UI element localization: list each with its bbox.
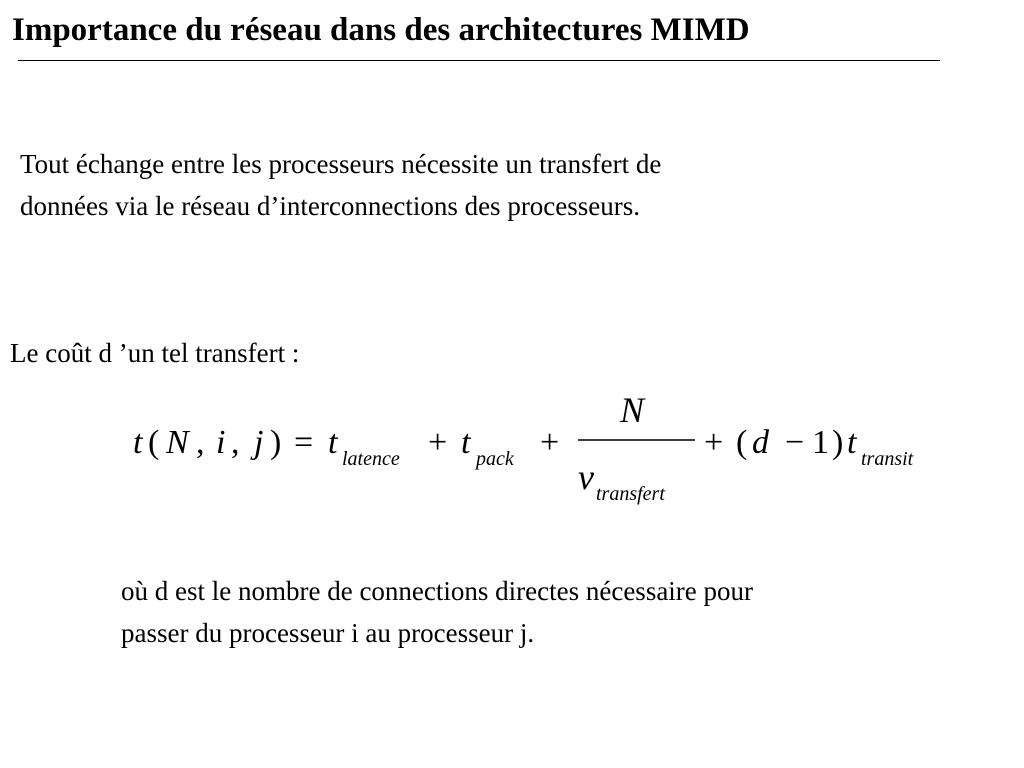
formula-sub-latence: latence	[342, 448, 400, 470]
formula-t-transit: t	[847, 424, 857, 461]
formula-equals: =	[294, 424, 314, 461]
explanation-line-1: où d est le nombre de connections directes nécessaire pour	[121, 576, 754, 606]
formula-plus-3: +	[704, 424, 724, 461]
cost-label: Le coût d ’un tel transfert :	[10, 338, 300, 368]
formula-minus: −	[785, 424, 805, 461]
formula-t: t	[133, 424, 143, 461]
formula-plus-2: +	[540, 424, 560, 461]
formula-one: 1	[812, 424, 829, 461]
formula-comma-1: ,	[196, 424, 205, 461]
slide-title: Importance du réseau dans des architectures MIMD	[12, 12, 750, 48]
formula-sub-transfert: transfert	[596, 483, 665, 505]
transfer-cost-formula	[0, 388, 1024, 518]
formula-N: N	[166, 424, 189, 461]
explanation-paragraph	[121, 570, 753, 654]
formula-comma-2: ,	[231, 424, 240, 461]
formula-open-paren-2: (	[736, 424, 748, 461]
formula-t-pack: t	[461, 424, 471, 461]
formula-numerator-N: N	[620, 390, 645, 430]
intro-paragraph	[20, 143, 661, 227]
formula-d: d	[752, 424, 769, 461]
formula-close-paren-2: )	[832, 424, 844, 461]
formula-i: i	[216, 424, 226, 461]
formula-sub-transit: transit	[861, 448, 914, 470]
formula-open-paren: (	[148, 424, 160, 461]
formula-close-paren: )	[270, 424, 282, 461]
formula-svg	[0, 388, 1024, 518]
title-underline	[18, 60, 940, 61]
formula-sub-pack: pack	[476, 448, 514, 470]
intro-line-2: données via le réseau d’interconnections des processeurs.	[20, 191, 641, 221]
formula-j: j	[254, 424, 264, 461]
formula-t-latence: t	[328, 424, 338, 461]
intro-line-1: Tout échange entre les processeurs nécessite un transfert de	[20, 149, 662, 179]
explanation-line-2: passer du processeur i au processeur j.	[121, 618, 535, 648]
formula-plus-1: +	[428, 424, 448, 461]
formula-denominator-v: v	[578, 457, 594, 497]
